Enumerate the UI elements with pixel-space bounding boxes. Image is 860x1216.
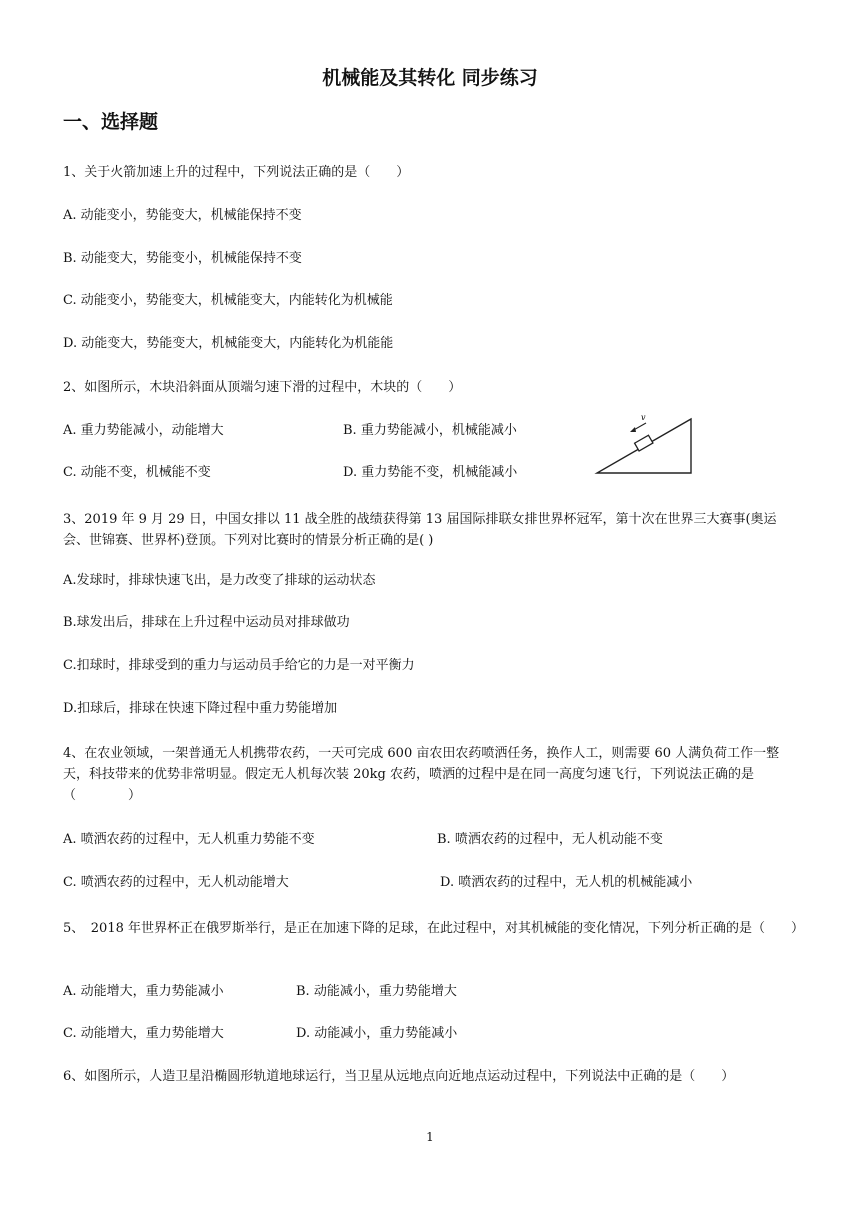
question-6-stem: 6、如图所示，人造卫星沿椭圆形轨道地球运行，当卫星从远地点向近地点运动过程中，下列说法中正确的是（ ） xyxy=(63,1069,735,1084)
question-3-option-c: C.扣球时，排球受到的重力与运动员手给它的力是一对平衡力 xyxy=(63,658,415,673)
question-5-stem: 5、 2018 年世界杯正在俄罗斯举行，是正在加速下降的足球，在此过程中，对其机械能的变化情况，下列分析正确的是（ ） xyxy=(63,921,804,936)
page-number: 1 xyxy=(426,1130,434,1144)
question-1-option-b: B. 动能变大，势能变小，机械能保持不变 xyxy=(63,251,302,266)
question-1-stem: 1、关于火箭加速上升的过程中，下列说法正确的是（ ） xyxy=(63,165,410,180)
question-4-option-d: D. 喷洒农药的过程中，无人机的机械能减小 xyxy=(440,875,693,890)
question-4-option-c: C. 喷洒农药的过程中，无人机动能增大 xyxy=(63,875,289,890)
section-heading: 一、选择题 xyxy=(63,111,159,133)
velocity-label: v xyxy=(641,413,646,422)
question-4-option-a: A. 喷洒农药的过程中，无人机重力势能不变 xyxy=(63,832,315,847)
question-4-stem: 4、在农业领域，一架普通无人机携带农药，一天可完成 600 亩农田农药喷洒任务，换作人工，则需要 60 人满负荷工作一整天，科技带来的优势非常明显。假定无人机每次装 20kg 农药，喷洒的过程中是在同一高度匀速飞行，下列说法正确的是 （ ） xyxy=(63,746,781,803)
question-2-option-c: C. 动能不变，机械能不变 xyxy=(63,465,211,480)
question-1-option-c: C. 动能变小，势能变大，机械能变大，内能转化为机械能 xyxy=(63,293,393,308)
question-5-option-d: D. 动能减小，重力势能减小 xyxy=(296,1026,458,1041)
question-3-option-b: B.球发出后，排球在上升过程中运动员对排球做功 xyxy=(63,615,350,630)
question-3-stem: 3、2019 年 9 月 29 日，中国女排以 11 战全胜的战绩获得第 13 届国际排联女排世界杯冠军，第十次在世界三大赛事(奥运会、世锦赛、世界杯)登顶。下列对比赛时的情景分析正确的是( ) xyxy=(63,512,777,548)
page-title: 机械能及其转化 同步练习 xyxy=(322,67,538,89)
question-4-option-b: B. 喷洒农药的过程中，无人机动能不变 xyxy=(437,832,663,847)
question-5-option-a: A. 动能增大，重力势能减小 xyxy=(63,984,224,999)
question-5-option-c: C. 动能增大，重力势能增大 xyxy=(63,1026,224,1041)
question-2-option-d: D. 重力势能不变，机械能减小 xyxy=(343,465,518,480)
arrow-head-icon xyxy=(630,427,636,432)
question-3-option-d: D.扣球后，排球在快速下降过程中重力势能增加 xyxy=(63,701,338,716)
question-3-option-a: A.发球时，排球快速飞出，是力改变了排球的运动状态 xyxy=(63,573,376,588)
sliding-block xyxy=(635,435,653,451)
question-1-option-a: A. 动能变小，势能变大，机械能保持不变 xyxy=(63,208,302,223)
question-5-option-b: B. 动能减小，重力势能增大 xyxy=(296,984,457,999)
question-2-option-a: A. 重力势能减小，动能增大 xyxy=(63,423,224,438)
question-1-option-d: D. 动能变大，势能变大，机械能变大，内能转化为机能能 xyxy=(63,336,394,351)
question-2-stem: 2、如图所示，木块沿斜面从顶端匀速下滑的过程中，木块的（ ） xyxy=(63,380,462,395)
incline-figure xyxy=(594,411,694,477)
question-2-option-b: B. 重力势能减小，机械能减小 xyxy=(343,423,517,438)
